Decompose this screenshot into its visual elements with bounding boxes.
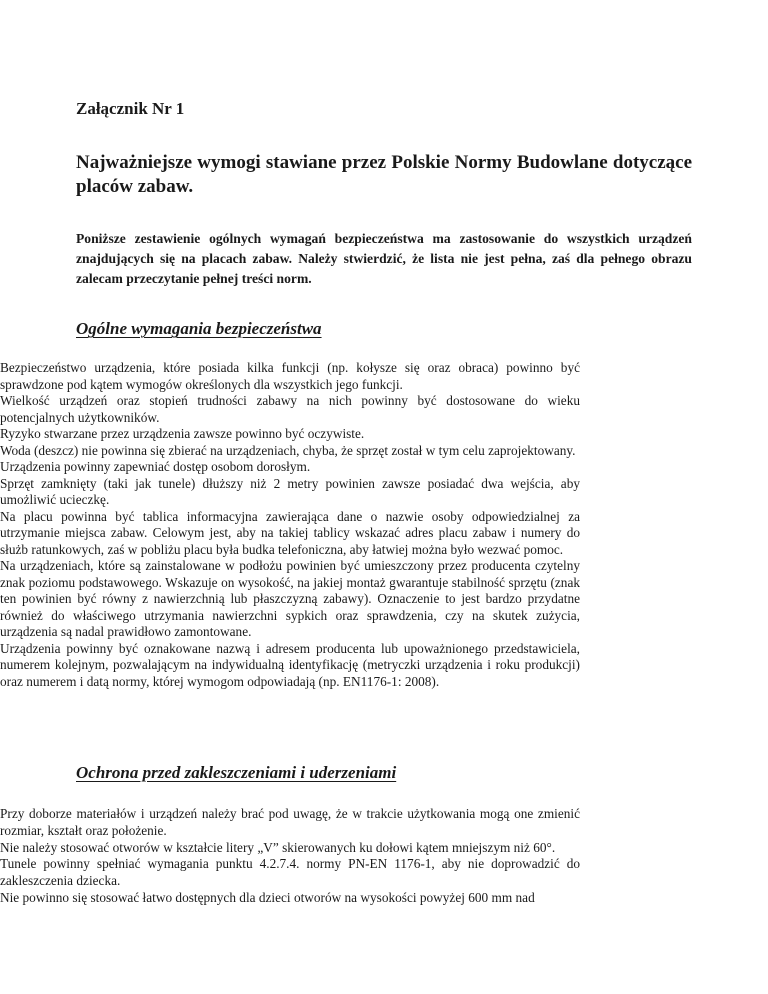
list-item xyxy=(0,393,580,426)
section-heading-entrapment-protection: Ochrona przed zakleszczeniami i uderzeniami xyxy=(76,763,397,782)
list-item xyxy=(0,476,580,509)
list-item xyxy=(0,360,580,393)
attachment-label: Załącznik Nr 1 xyxy=(76,99,185,118)
list-item-text: Urządzenia powinny zapewniać dostęp osobom dorosłym. xyxy=(0,459,311,474)
list-item-text: Sprzęt zamknięty (taki jak tunele) dłuższy niż 2 metry powinien zawsze posiadać dwa wejścia, aby umożliwić ucieczkę. xyxy=(0,475,580,507)
intro-paragraph: Poniższe zestawienie ogólnych wymagań bezpieczeństwa ma zastosowanie do wszystkich urządzeń znajdujących się na placach zabaw. Należy stwierdzić, że lista nie jest pełna, zaś dla pełnego obrazu zalecam przeczytanie pełnej treści norm. xyxy=(76,231,692,286)
list-item-text: Nie należy stosować otworów w kształcie litery „V” skierowanych ku dołowi kątem mniejszym niż 60°. xyxy=(0,839,556,855)
list-item-text: Na urządzeniach, które są zainstalowane w podłożu powinien być umieszczony przez producenta czytelny znak poziomu podstawowego. Wskazuje on wysokość, na jakiej montaż gwarantuje stabilność sprzętu (znak ten powinien być równy z nawierzchnią lub płaszczyzną zabawy). Oznaczenie to jest bardzo przydatne również do właściwego utrzymania nawierzchni sypkich oraz sprawdzenia, czy na skutek zużycia, urządzenia są nadal prawidłowo zamontowane. xyxy=(0,558,580,639)
list-item-text: Bezpieczeństwo urządzenia, które posiada kilka funkcji (np. kołysze się oraz obraca) powinno być sprawdzone pod kątem wymogów określonych dla wszystkich jego funkcji. xyxy=(0,360,580,392)
list-item-text: Przy doborze materiałów i urządzeń należy brać pod uwagę, że w trakcie użytkowania mogą one zmienić rozmiar, kształt oraz położenie. xyxy=(0,806,580,838)
list-item-text: Wielkość urządzeń oraz stopień trudności zabawy na nich powinny być dostosowane do wieku potencjalnych użytkowników. xyxy=(0,393,580,425)
list-item xyxy=(0,840,580,857)
list-item xyxy=(0,426,580,443)
list-item xyxy=(0,459,580,476)
section-heading-general-safety: Ogólne wymagania bezpieczeństwa xyxy=(76,319,322,338)
list-item-text: Ryzyko stwarzane przez urządzenia zawsze powinno być oczywiste. xyxy=(0,426,365,441)
list-item xyxy=(0,806,580,840)
list-item xyxy=(0,443,580,460)
list-item-text: Woda (deszcz) nie powinna się zbierać na urządzeniach, chyba, że sprzęt został w tym celu zaprojektowany. xyxy=(0,442,576,458)
list-item-text: Na placu powinna być tablica informacyjna zawierająca dane o nazwie osoby odpowiedzialnej za utrzymanie miejsca zabaw. Celowym jest, aby na takiej tablicy wskazać adres placu zabaw i numery do służb ratunkowych, zaś w pobliżu placu była budka telefoniczna, aby łatwiej można było wezwać pomoc. xyxy=(0,508,580,557)
list-item xyxy=(0,641,580,691)
list-item xyxy=(0,856,580,890)
list-item-text: Urządzenia powinny być oznakowane nazwą i adresem producenta lub upoważnionego przedstawiciela, numerem kolejnym, pozwalającym na indywidualną identyfikację (metryczki urządzenia i roku produkcji) oraz numerem i datą normy, której wymogom odpowiadają (np. EN1176-1: 2008). xyxy=(0,640,580,689)
list-item xyxy=(0,558,580,641)
entrapment-protection-list xyxy=(0,806,580,907)
list-item-text: Tunele powinny spełniać wymagania punktu 4.2.7.4. normy PN-EN 1176-1, aby nie doprowadzić do zakleszczenia dziecka. xyxy=(0,856,580,889)
list-item xyxy=(0,890,580,907)
general-safety-list xyxy=(0,360,580,690)
document-title: Najważniejsze wymogi stawiane przez Polskie Normy Budowlane dotyczące placów zabaw. xyxy=(76,152,692,197)
list-item-text: Nie powinno się stosować łatwo dostępnych dla dzieci otworów na wysokości powyżej 600 mm nad xyxy=(0,889,535,905)
list-item xyxy=(0,509,580,559)
